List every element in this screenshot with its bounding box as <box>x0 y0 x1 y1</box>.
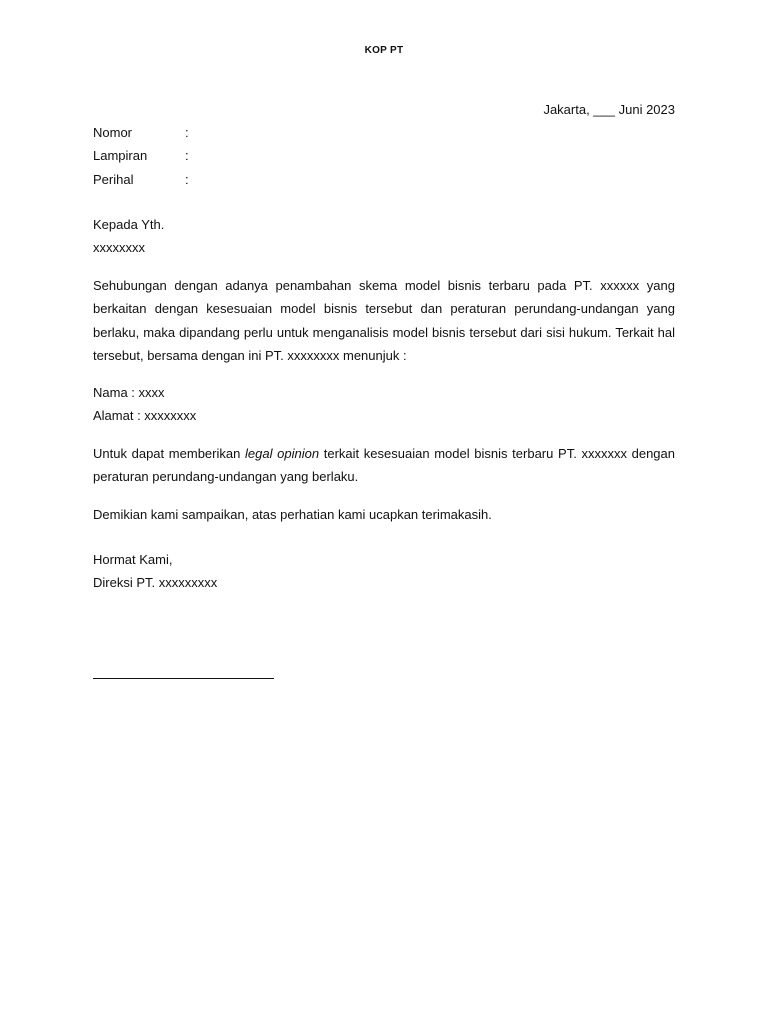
body-paragraph-2 <box>93 442 675 489</box>
legal-opinion-term: legal opinion <box>245 446 320 461</box>
paragraph-2-lead: Untuk dapat memberikan <box>93 446 245 461</box>
recipient-greeting: Kepada Yth. <box>93 217 165 232</box>
appointee-address: Alamat : xxxxxxxx <box>93 408 197 423</box>
appointee-name: Nama : xxxx <box>93 385 165 400</box>
closing-sentence: Demikian kami sampaikan, atas perhatian kami ucapkan terimakasih. <box>93 507 492 522</box>
letterhead-title: KOP PT <box>364 45 404 56</box>
place-date: Jakarta, ___ Juni 2023 <box>543 102 675 117</box>
signoff-regards: Hormat Kami, <box>93 552 173 567</box>
signature-line <box>93 678 274 679</box>
meta-label-perihal: Perihal <box>93 172 134 187</box>
recipient-name: xxxxxxxx <box>93 240 145 255</box>
meta-label-nomor: Nomor <box>93 125 133 140</box>
signoff-signer: Direksi PT. xxxxxxxxx <box>93 575 218 590</box>
meta-colon-nomor: : <box>185 125 189 140</box>
paragraph-2-rest: terkait kesesuaian model bisnis terbaru PT. xxxxxxx dengan peraturan perundang-undangan yang berlaku. <box>93 446 675 485</box>
meta-colon-perihal: : <box>185 172 189 187</box>
body-paragraph-1: Sehubungan dengan adanya penambahan skema model bisnis terbaru pada PT. xxxxxx yang berkaitan dengan kesesuaian model bisnis tersebut dan peraturan perundang-undangan yang berlaku, maka dipandang perlu untuk menganalisis model bisnis tersebut dari sisi hukum. Terkait hal tersebut, bersama dengan ini PT. xxxxxxxx menunjuk : <box>93 278 675 363</box>
meta-label-lampiran: Lampiran <box>93 148 148 163</box>
meta-colon-lampiran: : <box>185 148 189 163</box>
